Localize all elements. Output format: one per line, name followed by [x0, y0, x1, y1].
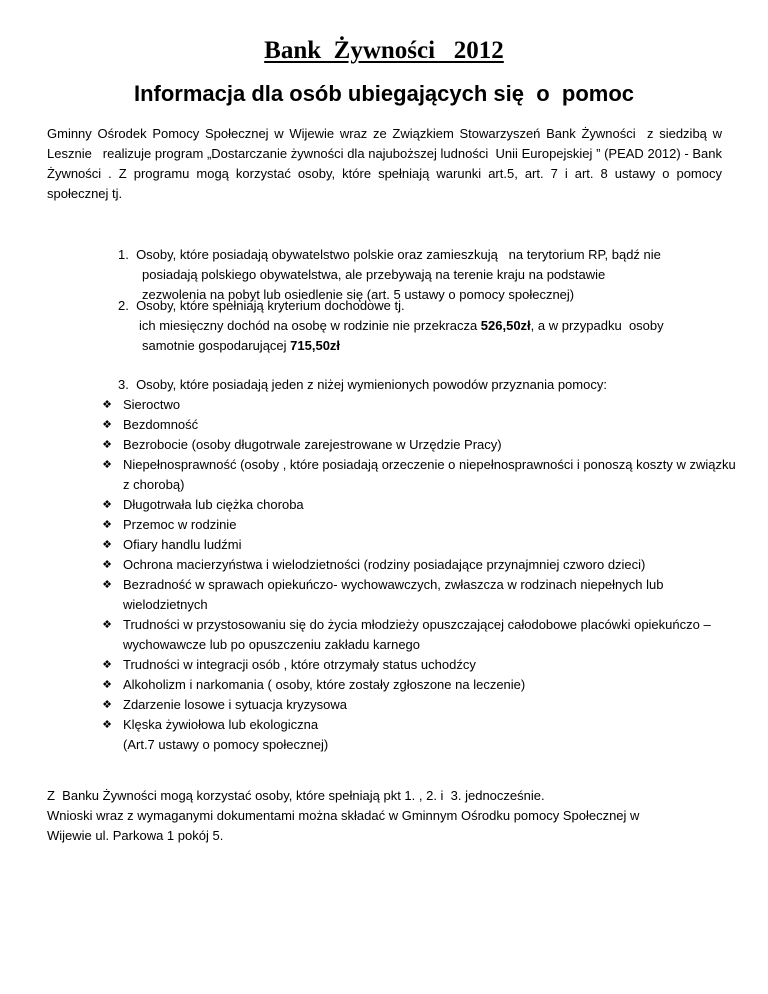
- list-item-text: Klęska żywiołowa lub ekologiczna: [123, 717, 319, 732]
- item-3-line: 3. Osoby, które posiadają jeden z niżej wymienionych powodów przyznania pomocy:: [118, 377, 607, 392]
- diamond-bullet-icon: ❖: [102, 538, 112, 551]
- item-2-text-a: ich miesięczny dochód na osobę w rodzinie nie przekracza: [139, 318, 481, 333]
- footer-line-1: Z Banku Żywności mogą korzystać osoby, które spełniają pkt 1. , 2. i 3. jednocześnie.: [47, 788, 545, 803]
- list-item-text: Sieroctwo: [123, 397, 181, 412]
- item-1-line-1: 1. Osoby, które posiadają obywatelstwo polskie oraz zamieszkują na terytorium RP, bądź nie: [118, 247, 661, 262]
- diamond-bullet-icon: ❖: [102, 438, 112, 451]
- item-2-line-3: [118, 336, 664, 356]
- list-item: [100, 395, 740, 415]
- diamond-bullet-icon: ❖: [102, 698, 112, 711]
- list-item: [100, 415, 740, 435]
- diamond-bullet-icon: ❖: [102, 578, 112, 591]
- diamond-bullet-icon: ❖: [102, 498, 112, 511]
- income-threshold-single: 715,50zł: [290, 338, 341, 353]
- footer-line-2: Wnioski wraz z wymaganymi dokumentami można składać w Gminnym Ośrodku pomocy Społecznej w: [47, 808, 640, 823]
- list-item: [100, 515, 740, 535]
- legal-reference-note: (Art.7 ustawy o pomocy społecznej): [123, 737, 329, 752]
- diamond-bullet-icon: ❖: [102, 458, 112, 471]
- list-item-text: Niepełnosprawność (osoby , które posiadają orzeczenie o niepełnosprawności i ponoszą koszty w związku z chorobą): [123, 457, 736, 492]
- diamond-bullet-icon: ❖: [102, 398, 112, 411]
- list-item-text: Bezrobocie (osoby długotrwale zarejestrowane w Urzędzie Pracy): [123, 437, 502, 452]
- diamond-bullet-icon: ❖: [102, 518, 112, 531]
- diamond-bullet-icon: ❖: [102, 418, 112, 431]
- list-item: [100, 435, 740, 455]
- footer-line-3: Wijewie ul. Parkowa 1 pokój 5.: [47, 828, 224, 843]
- list-item-text: Długotrwała lub ciężka choroba: [123, 497, 304, 512]
- list-item: [100, 495, 740, 515]
- list-item-text: Alkoholizm i narkomania ( osoby, które zostały zgłoszone na leczenie): [123, 677, 526, 692]
- list-item: [100, 615, 740, 655]
- list-item: [100, 535, 740, 555]
- diamond-bullet-icon: ❖: [102, 678, 112, 691]
- diamond-bullet-icon: ❖: [102, 658, 112, 671]
- list-item-text: Zdarzenie losowe i sytuacja kryzysowa: [123, 697, 347, 712]
- diamond-bullet-icon: ❖: [102, 718, 112, 731]
- list-item-text: Ofiary handlu ludźmi: [123, 537, 242, 552]
- document-title-text: Bank Żywności 2012: [264, 37, 504, 64]
- list-item: [100, 575, 740, 615]
- list-item: [100, 555, 740, 575]
- list-item: [100, 675, 740, 695]
- list-item: [100, 455, 740, 495]
- item-2-line-2: [118, 316, 664, 336]
- item-1-line-3: zezwolenia na pobyt lub osiedlenie się (art. 5 ustawy o pomocy społecznej): [142, 287, 575, 302]
- list-item-text: Trudności w przystosowaniu się do życia młodzieży opuszczającej całodobowe placówki opiekuńczo –wychowawcze lub po opuszczeniu zakładu karnego: [123, 617, 711, 652]
- list-item-text: Bezradność w sprawach opiekuńczo- wychowawczych, zwłaszcza w rodzinach niepełnych lub wielodzietnych: [123, 577, 664, 612]
- list-item: [100, 655, 740, 675]
- diamond-bullet-icon: ❖: [102, 618, 112, 631]
- numbered-item-2: [118, 296, 664, 356]
- list-item: [100, 715, 740, 735]
- list-item: [100, 695, 740, 715]
- list-item-text: Przemoc w rodzinie: [123, 517, 237, 532]
- item-2-line-1: 2. Osoby, które spełniają kryterium dochodowe tj.: [118, 298, 405, 313]
- diamond-bullet-icon: ❖: [102, 558, 112, 571]
- footer-paragraph: [47, 786, 727, 846]
- intro-paragraph: Gminny Ośrodek Pomocy Społecznej w Wijewie wraz ze Związkiem Stowarzyszeń Bank Żywności z siedzibą w Lesznie realizuje program „Dostarczanie żywności dla najuboższej ludności Unii Europejskiej ” (PEAD 2012) - Bank Żywności . Z programu mogą korzystać osoby, które spełniają warunki art.5, art. 7 i art. 8 ustawy o pomocy społecznej tj.: [47, 126, 726, 201]
- list-item-text: Bezdomność: [123, 417, 199, 432]
- reasons-list: [100, 395, 740, 735]
- document-subtitle: Informacja dla osób ubiegających się o pomoc: [133, 81, 635, 106]
- item-2-text-b: , a w przypadku osoby: [530, 318, 664, 333]
- list-item-text: Trudności w integracji osób , które otrzymały status uchodźcy: [123, 657, 476, 672]
- item-2-text-c: samotnie gospodarującej: [142, 338, 291, 353]
- numbered-item-3: [118, 375, 607, 395]
- list-item-text: Ochrona macierzyństwa i wielodzietności (rodziny posiadające przynajmniej czworo dzieci): [123, 557, 646, 572]
- income-threshold-family: 526,50zł: [480, 318, 531, 333]
- document-title: [0, 36, 768, 66]
- item-1-line-2: posiadają polskiego obywatelstwa, ale przebywają na terenie kraju na podstawie: [142, 267, 606, 282]
